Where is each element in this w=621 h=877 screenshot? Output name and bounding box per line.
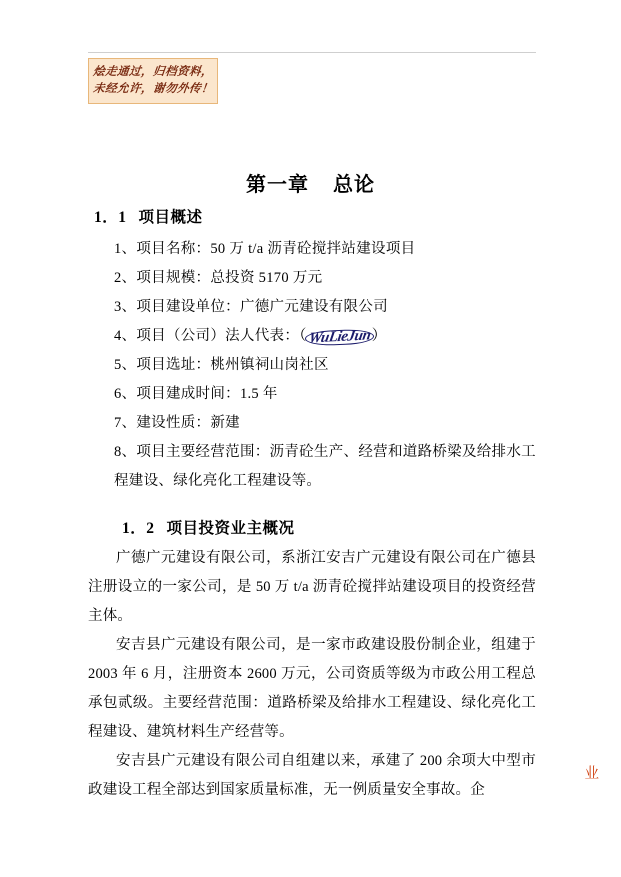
page-edge-mark: 业 [584,766,599,782]
document-body [88,205,536,805]
signature-text: WuLieJun [307,327,372,347]
list-item-legal-rep-tail: ） [371,328,387,344]
stamp-line-2: 未经允许，谢勿外传！ [92,83,214,95]
section-1-1-title: 项目概述 [138,209,203,226]
list-item: 7、建设性质：新建 [114,415,240,431]
header-rule [88,52,536,53]
list-item: 6、项目建成时间：1.5 年 [114,386,278,402]
chapter-number: 第一章 [246,174,309,196]
paragraph: 安吉县广元建设有限公司，是一家市政建设股份制企业，组建于 2003 年 6 月，注册资本 2600 万元，公司资质等级为市政公用工程总承包贰级。主要经营范围：道路桥梁及给排水工程建设、绿化亮化工程建设、建筑材料生产经营等。 [88,637,536,740]
list-item-legal-rep [88,322,536,351]
paragraph: 广德广元建设有限公司，系浙江安吉广元建设有限公司在广德县注册设立的一家公司，是 50 万 t/a 沥青砼搅拌站建设项目的投资经营主体。 [88,550,536,624]
section-1-2-title: 项目投资业主概况 [166,520,295,537]
paragraph: 安吉县广元建设有限公司自组建以来，承建了 200 余项大中型市政建设工程全部达到国家质量标准，无一例质量安全事故。企 [88,753,536,798]
list-item: 3、项目建设单位：广德广元建设有限公司 [114,299,388,315]
section-1-1-number: 1．1 [94,209,127,226]
chapter-title-text: 总论 [333,174,375,196]
section-1-2-number: 1．2 [122,520,155,537]
section-1-2-heading [88,516,536,538]
list-item-legal-rep-text: 4、项目（公司）法人代表：（ [114,328,307,344]
list-item: 5、项目选址：桃州镇祠山岗社区 [114,357,329,373]
chapter-heading [0,168,621,197]
list-item: 8、项目主要经营范围：沥青砼生产、经营和道路桥梁及给排水工程建设、绿化亮化工程建设等。 [114,444,536,489]
list-item: 1、项目名称：50 万 t/a 沥青砼搅拌站建设项目 [114,241,416,257]
stamp-line-1: 烩走通过，归档资料， [92,66,214,79]
archive-stamp [88,58,218,104]
section-1-1-heading [88,205,536,227]
list-item: 2、项目规模：总投资 5170 万元 [114,270,323,286]
signature-stamp [307,322,372,351]
